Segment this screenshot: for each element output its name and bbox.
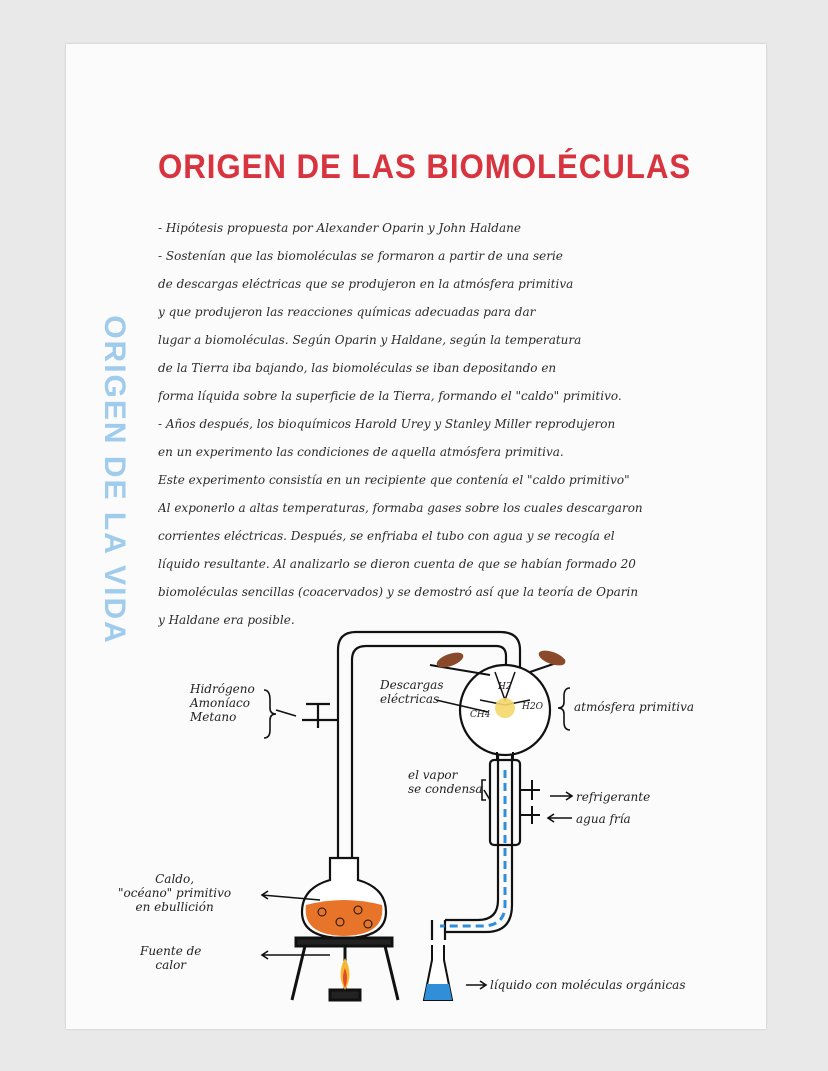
- paragraph-line: lugar a biomoléculas. Según Oparin y Haldane, según la temperatura: [158, 333, 582, 347]
- paragraph-line: y que produjeron las reacciones químicas adecuadas para dar: [158, 305, 536, 319]
- paragraph-line: - Hipótesis propuesta por Alexander Oparin y John Haldane: [158, 221, 521, 235]
- paragraph-line: en un experimento las condiciones de aquella atmósfera primitiva.: [158, 445, 564, 459]
- paragraph-line: Este experimento consistía en un recipiente que contenía el "caldo primitivo": [158, 473, 630, 487]
- refrigerant-taps: [520, 780, 540, 824]
- broth-flask: [302, 858, 386, 938]
- agua-fria-label: agua fría: [576, 812, 631, 826]
- refrigerante-label: refrigerante: [576, 790, 651, 804]
- atmosfera-label: atmósfera primitiva: [574, 700, 695, 714]
- paragraph-line: líquido resultante. Al analizarlo se dieron cuenta de que se habían formado 20: [158, 557, 636, 571]
- liquido-label: líquido con moléculas orgánicas: [490, 978, 686, 992]
- paragraph-line: - Años después, los bioquímicos Harold Urey y Stanley Miller reprodujeron: [158, 417, 616, 431]
- fuente-label: Fuente de calor: [140, 944, 202, 972]
- paragraph-line: y Haldane era posible.: [158, 613, 295, 627]
- side-title: ORIGEN DE LA VIDA: [98, 315, 131, 645]
- paragraph-line: forma líquida sobre la superficie de la Tierra, formando el "caldo" primitivo.: [158, 389, 622, 403]
- h2-label: H2: [498, 682, 512, 692]
- paragraph-line: biomoléculas sencillas (coacervados) y se demostró así que la teoría de Oparin: [158, 585, 639, 599]
- descargas-label: Descargas eléctricas: [380, 678, 444, 706]
- paragraph-line: de la Tierra iba bajando, las biomoléculas se iban depositando en: [158, 361, 557, 375]
- vapor-label: el vapor se condensa: [408, 768, 483, 796]
- page-title: ORIGEN DE LAS BIOMOLÉCULAS: [158, 148, 692, 186]
- paragraph-line: Al exponerlo a altas temperaturas, formaba gases sobre los cuales descargaron: [158, 501, 643, 515]
- caldo-label: Caldo, "océano" primitivo en ebullición: [118, 872, 232, 914]
- collection-beaker: [424, 945, 452, 1000]
- ch4-label: CH4: [470, 710, 491, 720]
- paragraph-line: corrientes eléctricas. Después, se enfriaba el tubo con agua y se recogía el: [158, 529, 615, 543]
- h2o-label: H2O: [522, 702, 543, 712]
- gases-label: Hidrógeno Amoníaco Metano: [190, 682, 255, 724]
- paragraph-line: de descargas eléctricas que se produjeron en la atmósfera primitiva: [158, 277, 574, 291]
- flame: [341, 958, 350, 990]
- paragraph-line: - Sostenían que las biomoléculas se formaron a partir de una serie: [158, 249, 563, 263]
